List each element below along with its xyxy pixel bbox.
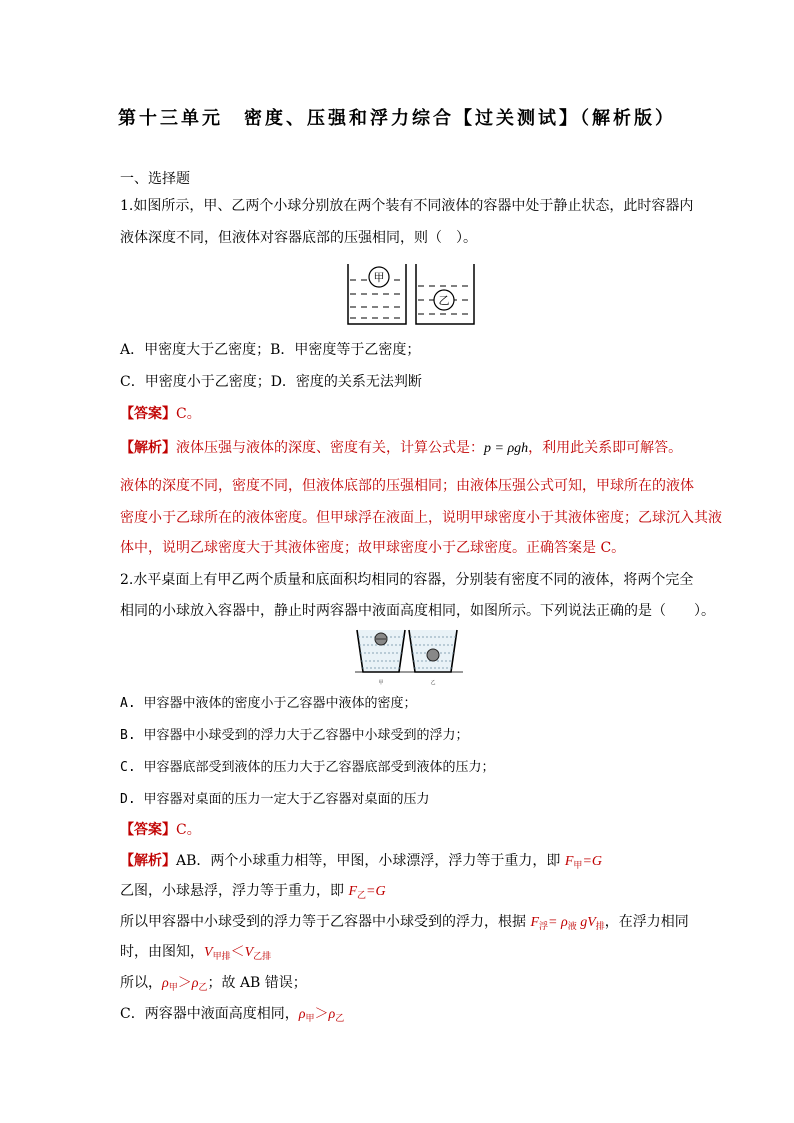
q2-analysis-tag: 【解析】 [120,853,176,869]
q2-analysis-line-4 [120,942,700,967]
q2-formula-rho-sub: 液 [567,922,577,932]
q2-answer [120,820,700,840]
q1-options-line-1: A．甲密度大于乙密度；B．甲密度等于乙密度； [120,342,421,358]
q2-option-d: D. 甲容器对桌面的压力一定大于乙容器对桌面的压力 [120,792,430,807]
q2-formula-f-a: F [564,854,574,869]
q1-analysis-line-1 [120,438,700,459]
q2-stem-line-2: 相同的小球放入容器中，静止时两容器中液面高度相同，如图所示。下列说法正确的是（ ）。 [120,603,715,619]
q1-container-a [348,264,406,324]
q2-formula-buoyancy-sub: 浮 [539,922,549,932]
q2-formula-gv: gV [576,915,596,930]
q2-less-than: ＜ [230,944,245,960]
q1-answer-tag: 【答案】 [120,406,176,422]
q2-volume-b-sub: 乙排 [253,952,272,962]
q1-options-line-2: C．甲密度小于乙密度；D．密度的关系无法判断 [120,374,422,390]
q2-formula-buoyancy: F [530,915,540,930]
q1-figure [346,262,476,326]
q2-density-b-2: ρ [328,1007,336,1022]
q1-stem-line-1: 1.如图所示，甲、乙两个小球分别放在两个装有不同液体的容器中处于静止状态，此时容器内 [120,198,694,214]
q1-answer-value: C。 [176,406,201,422]
q2-formula-f-b: F [348,884,358,899]
q2-label-a: 甲 [378,680,384,686]
q2-volume-b: V [244,945,254,960]
q2-analysis-line-3 [120,912,700,937]
q2-option-c: C. 甲容器底部受到液体的压力大于乙容器底部受到液体的压力； [120,760,495,775]
q1-container-b [416,264,474,324]
q2-volume-a-sub: 甲排 [212,952,231,962]
q2-formula-f-b-eq: =G [366,884,386,899]
q2-analysis-text-3-end: ，在浮力相同 [604,914,689,930]
q2-formula-f-a-sub: 甲 [573,861,583,871]
q2-density-a: ρ [162,976,169,991]
q2-container-a [357,630,405,686]
q2-density-b-sub: 乙 [198,983,208,993]
q1-analysis-line-4: 体中，说明乙球密度大于其液体密度；故甲球密度小于乙球密度。正确答案是 C。 [120,540,626,556]
q2-label-b: 乙 [430,680,436,686]
q2-density-a-2-sub: 甲 [305,1014,315,1024]
q1-analysis-line-2: 液体的深度不同，密度不同，但液体底部的压强相同；由液体压强公式可知，甲球所在的液体 [120,478,694,494]
section-heading: 一、选择题 [120,171,190,187]
q2-volume-a: V [204,945,213,960]
q2-ball-b [427,649,439,661]
q1-ball-a-label: 甲 [373,271,385,284]
q2-figure [355,628,463,686]
q2-analysis-text-3: 所以甲容器中小球受到的浮力等于乙容器中小球受到的浮力，根据 [120,914,531,930]
q2-formula-v-sub: 排 [595,922,605,932]
q2-analysis-text-4: 时，由图知， [120,944,204,960]
q2-greater-than: ＞ [177,975,192,991]
q2-formula-f-a-eq: =G [582,854,602,869]
q1-analysis-tag: 【解析】 [120,440,176,456]
q2-analysis-line-1 [120,851,700,876]
q2-analysis-line-5 [120,973,700,998]
q2-analysis-text-2: 乙图，小球悬浮，浮力等于重力，即 [120,883,349,899]
q2-analysis-text-6: C．两容器中液面高度相同， [120,1006,299,1022]
q1-analysis-line-3: 密度小于乙球所在的液体密度。但甲球浮在液面上，说明甲球密度小于其液体密度；乙球沉入其液 [120,510,722,526]
q2-density-b: ρ [191,976,199,991]
q2-density-b-2-sub: 乙 [335,1014,345,1024]
q1-stem-line-2: 液体深度不同，但液体对容器底部的压强相同，则（ ）。 [120,230,477,246]
q2-option-b: B. 甲容器中小球受到的浮力大于乙容器中小球受到的浮力； [120,728,469,743]
q1-ball-b-label: 乙 [438,294,450,307]
q2-greater-than-2: ＞ [314,1006,329,1022]
q1-analysis-text-b: ，利用此关系即可解答。 [528,440,683,456]
q2-analysis-line-6 [120,1004,700,1029]
q2-answer-value: C。 [176,822,201,838]
q1-analysis-text-a: 液体压强与液体的深度、密度有关，计算公式是： [176,440,484,456]
q2-answer-tag: 【答案】 [120,822,176,838]
q1-answer [120,404,700,424]
q2-analysis-line-2 [120,881,700,906]
q2-formula-rho: = ρ [548,915,568,930]
q2-analysis-text-1: AB．两个小球重力相等，甲图，小球漂浮，浮力等于重力，即 [176,853,565,869]
page-title: 第十三单元 密度、压强和浮力综合【过关测试】（解析版） [118,108,676,129]
q1-formula: p = ρgh [484,441,529,456]
q2-analysis-text-5: 所以， [120,975,162,991]
q2-analysis-text-5-end: ；故 AB 错误； [207,975,307,991]
q2-container-b [409,630,457,686]
q2-formula-f-b-sub: 乙 [357,891,367,901]
q2-stem-line-1: 2.水平桌面上有甲乙两个质量和底面积均相同的容器，分别装有密度不同的液体，将两个完全 [120,572,694,588]
q2-density-a-sub: 甲 [168,983,178,993]
q2-option-a: A. 甲容器中液体的密度小于乙容器中液体的密度； [120,696,417,711]
q2-density-a-2: ρ [298,1007,306,1022]
